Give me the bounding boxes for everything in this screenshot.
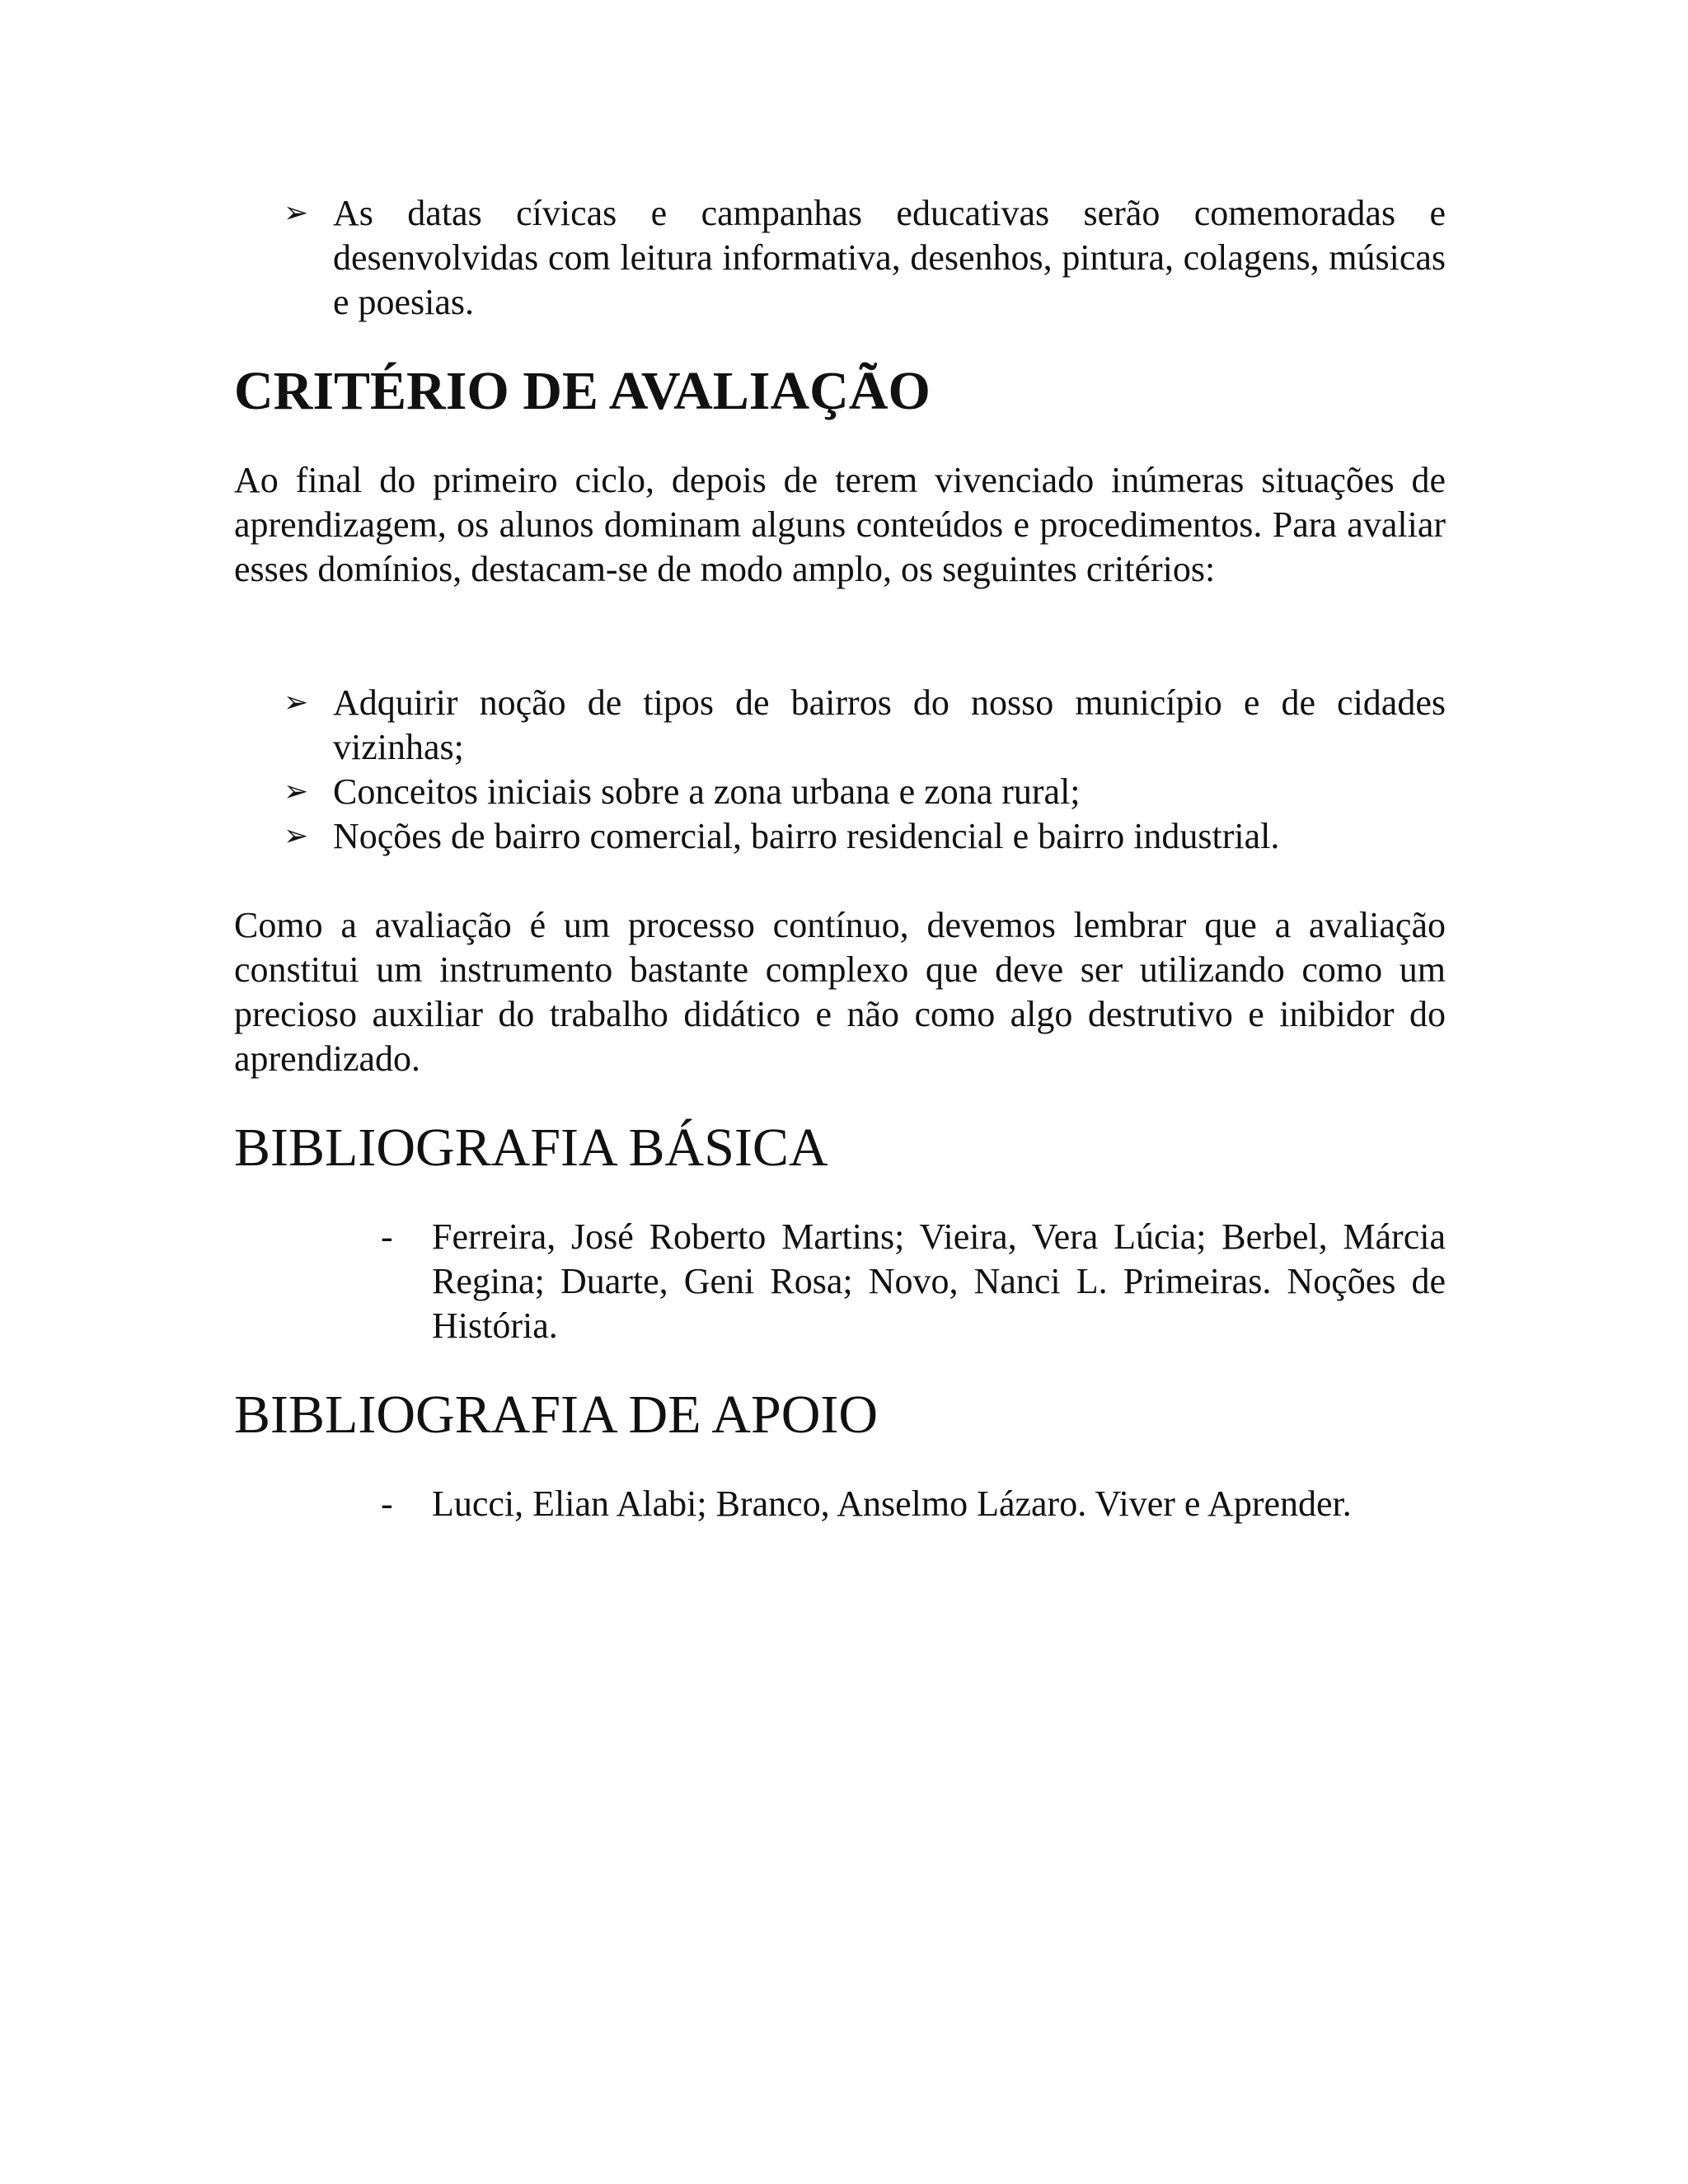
bibliography-basic-heading: BIBLIOGRAFIA BÁSICA bbox=[234, 1118, 828, 1178]
dash-bullet: - bbox=[381, 1483, 393, 1524]
bibliography-entry-text: Ferreira, José Roberto Martins; Vieira, Vera Lúcia; Berbel, Márcia Regina; Duarte, Geni Rosa; Novo, Nanci L. Primeiras. Noções de História. bbox=[432, 1216, 1446, 1346]
arrow-bullet-icon: ➢ bbox=[284, 819, 309, 853]
list-item-text: Noções de bairro comercial, bairro residencial e bairro industrial. bbox=[333, 816, 1280, 856]
page-content bbox=[234, 191, 1446, 1526]
list-item bbox=[234, 770, 1446, 814]
list-item bbox=[234, 681, 1446, 770]
list-item-text: As datas cívicas e campanhas educativas serão comemoradas e desenvolvidas com leitura informativa, desenhos, pintura, colagens, músicas e poesias. bbox=[333, 193, 1446, 322]
list-item bbox=[234, 814, 1446, 859]
arrow-bullet-icon: ➢ bbox=[284, 775, 309, 808]
list-item-text: Conceitos iniciais sobre a zona urbana e zona rural; bbox=[333, 771, 1081, 812]
criteria-conclusion-paragraph: Como a avaliação é um processo contínuo, devemos lembrar que a avaliação constitui um instrumento bastante complexo que deve ser utilizando como um precioso auxiliar do trabalho didático e não como algo destrutivo e inibidor do aprendizado. bbox=[234, 905, 1446, 1079]
criteria-bullet-list bbox=[234, 681, 1446, 859]
bibliography-support-heading: BIBLIOGRAFIA DE APOIO bbox=[234, 1385, 879, 1445]
criteria-heading: CRITÉRIO DE AVALIAÇÃO bbox=[234, 361, 931, 421]
arrow-bullet-icon: ➢ bbox=[284, 196, 309, 230]
list-item-text: Adquirir noção de tipos de bairros do nosso município e de cidades vizinhas; bbox=[333, 682, 1446, 767]
criteria-intro-paragraph: Ao final do primeiro ciclo, depois de terem vivenciado inúmeras situações de aprendizagem, os alunos dominam alguns conteúdos e procedimentos. Para avaliar esses domínios, destacam-se de modo amplo, os seguintes critérios: bbox=[234, 460, 1446, 589]
bibliography-entry bbox=[234, 1215, 1446, 1348]
spacer bbox=[234, 859, 1446, 903]
list-item bbox=[234, 191, 1446, 325]
bibliography-entry bbox=[234, 1482, 1446, 1526]
spacer bbox=[234, 592, 1446, 681]
bibliography-entry-text: Lucci, Elian Alabi; Branco, Anselmo Lázaro. Viver e Aprender. bbox=[432, 1483, 1352, 1524]
intro-bullet-list bbox=[234, 191, 1446, 325]
arrow-bullet-icon: ➢ bbox=[284, 686, 309, 719]
dash-bullet: - bbox=[381, 1216, 393, 1257]
